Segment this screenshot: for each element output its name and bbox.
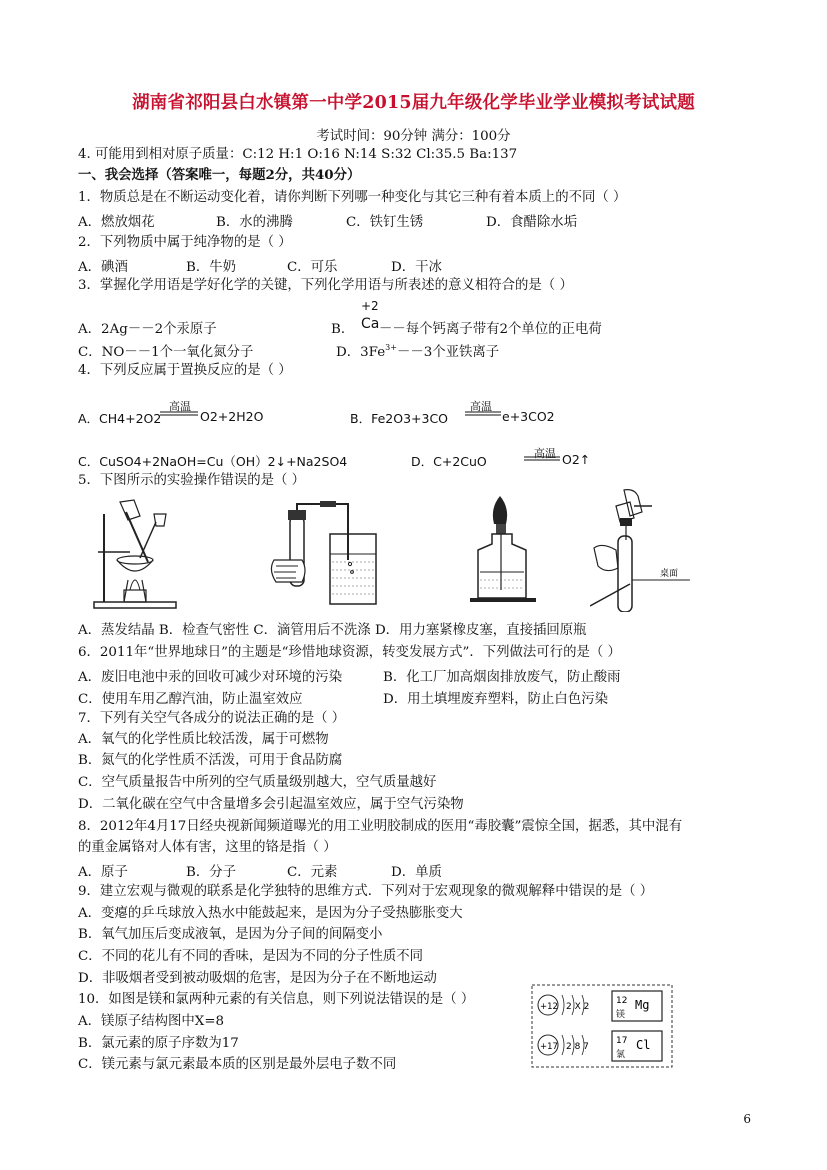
q3-stem: 3．掌握化学用语是学好化学的关键，下列化学用语与所表述的意义相符合的是（ ）	[78, 278, 573, 293]
section-heading: 一、我会选择（答案唯一，每题2分，共40分）	[78, 167, 361, 183]
q4-option-a-right: O2+2H2O	[200, 409, 264, 424]
q1-stem: 1．物质总是在不断运动变化着，请你判断下列哪一种变化与其它三种有着本质上的不同（ ）	[78, 190, 627, 205]
q3-option-d: D．$3Fe^{3+}--3$个亚铁离子	[336, 343, 500, 360]
q4-option-d-condition: 高温	[534, 447, 556, 460]
q7-option-a: A．氧气的化学性质比较活泼，属于可燃物	[78, 732, 329, 747]
q4-option-d-left: D．C+2CuO	[411, 454, 487, 469]
q3-option-b-label: B．	[331, 322, 355, 337]
q2-option-a: A．碘酒	[78, 260, 128, 275]
desk-label: 桌面	[660, 569, 679, 579]
q4-option-a-left: A．CH4+2O2	[78, 411, 162, 426]
q4-option-c: C．CuSO4+2NaOH=Cu（OH）2↓+Na2SO4	[78, 454, 348, 469]
cl-nucleus-charge: +17	[540, 1042, 558, 1052]
q9-option-d: D．非吸烟者受到被动吸烟的危害，是因为分子在不断地运动	[78, 971, 437, 986]
exam-info: 考试时间：90分钟 满分：100分	[316, 129, 511, 144]
mg-symbol: Mg	[635, 998, 650, 1012]
q3-option-a: A．2Ag－－2个汞原子	[78, 322, 217, 337]
stopper-insertion-figure	[590, 488, 700, 612]
cl-electron-shells: 2 8 7	[566, 1042, 589, 1052]
q1-option-c: C．铁钉生锈	[346, 215, 424, 230]
q6-option-c: C．使用车用乙醇汽油，防止温室效应	[78, 692, 303, 707]
q8-option-c: C．元素	[287, 865, 338, 880]
q2-option-b: B．牛奶	[186, 260, 237, 275]
q7-stem: 7．下列有关空气各成分的说法正确的是（ ）	[78, 711, 346, 726]
mg-electron-shells: 2 X 2	[566, 1002, 590, 1012]
q3-option-c: C．NO－－1个一氧化氮分子	[78, 345, 254, 360]
q3-charge: +2	[361, 299, 379, 313]
q4-d-reaction-bar	[524, 456, 564, 462]
q8-stem-line2: 的重金属铬对人体有害，这里的铬是指（ ）	[78, 840, 337, 855]
q2-option-c: C．可乐	[287, 260, 338, 275]
atomic-masses: 4. 可能用到相对原子质量：C:12 H:1 O:16 N:14 S:32 Cl:35.5 Ba:137	[78, 147, 518, 162]
page-number: 6	[743, 1112, 751, 1126]
q10-option-c: C．镁元素与氯元素最本质的区别是最外层电子数不同	[78, 1057, 397, 1072]
q8-option-b: B．分子	[186, 865, 237, 880]
q10-option-a: A．镁原子结构图中X=8	[78, 1014, 225, 1029]
q9-stem: 9．建立宏观与微观的联系是化学独特的思维方式．下列对于宏观现象的微观解释中错误的是（ ）	[78, 884, 654, 899]
q8-option-a: A．原子	[78, 865, 128, 880]
q9-option-b: B．氧气加压后变成液氧，是因为分子间的间隔变小	[78, 927, 383, 942]
q4-option-d-right: O2↑	[562, 452, 591, 467]
page-title: 湖南省祁阳县白水镇第一中学2015届九年级化学毕业学业模拟考试试题	[132, 93, 695, 113]
q4-option-b-condition: 高温	[470, 400, 492, 413]
q4-a-reaction-bar	[160, 411, 200, 417]
q2-stem: 2．下列物质中属于纯净物的是（ ）	[78, 235, 292, 250]
q3-option-b-text: －－每个钙离子带有2个单位的正电荷	[379, 322, 602, 337]
q4-option-b-right: e+3CO2	[502, 409, 555, 424]
evaporation-apparatus-figure	[90, 492, 190, 612]
q8-stem-line1: 8．2012年4月17日经央视新闻频道曝光的用工业明胶制成的医用“毒胶囊”震惊全国，据悉，其中混有	[78, 819, 683, 834]
mg-atomic-number: 12	[616, 996, 628, 1006]
q1-option-d: D．食醋除水垢	[486, 215, 578, 230]
q4-option-b-left: B．Fe2O3+3CO	[350, 411, 449, 426]
q1-option-b: B．水的沸腾	[216, 215, 293, 230]
mg-nucleus-charge: +12	[540, 1002, 558, 1012]
q10-option-b: B．氯元素的原子序数为17	[78, 1036, 239, 1051]
q7-option-c: C．空气质量报告中所列的空气质量级别越大，空气质量越好	[78, 775, 437, 790]
q6-option-b: B．化工厂加高烟囱排放废气，防止酸雨	[383, 670, 621, 685]
q6-option-a: A．废旧电池中汞的回收可减少对环境的污染	[78, 670, 343, 685]
q3-ca-symbol: Ca	[361, 316, 380, 332]
q10-stem: 10．如图是镁和氯两种元素的有关信息，则下列说法错误的是（ ）	[78, 992, 475, 1007]
q9-option-a: A．变瘪的乒乓球放入热水中能鼓起来，是因为分子受热膨胀变大	[78, 906, 463, 921]
airtightness-check-figure	[268, 500, 388, 612]
element-info-figure	[530, 983, 680, 1069]
q4-option-a-condition: 高温	[169, 400, 191, 413]
q5-stem: 5．下图所示的实验操作错误的是（ ）	[78, 473, 306, 488]
q6-stem: 6．2011年“世界地球日”的主题是“珍惜地球资源，转变发展方式”．下列做法可行的是（ ）	[78, 645, 621, 660]
cl-name: 氯	[616, 1050, 626, 1060]
q8-option-d: D．单质	[391, 865, 442, 880]
q1-option-a: A．燃放烟花	[78, 215, 155, 230]
q2-option-d: D．干冰	[391, 260, 442, 275]
dropper-bottle-figure	[470, 494, 540, 610]
mg-name: 镁	[616, 1010, 626, 1020]
cl-atomic-number: 17	[616, 1036, 628, 1046]
q5-options: A．蒸发结晶 B．检查气密性 C．滴管用后不洗涤 D．用力塞紧橡皮塞，直接插回原瓶	[78, 623, 587, 638]
q4-b-reaction-bar	[465, 411, 505, 417]
q6-option-d: D．用土填埋废弃塑料，防止白色污染	[383, 692, 608, 707]
q9-option-c: C．不同的花儿有不同的香味，是因为不同的分子性质不同	[78, 949, 424, 964]
cl-symbol: Cl	[636, 1038, 651, 1052]
q7-option-d: D．二氧化碳在空气中含量增多会引起温室效应，属于空气污染物	[78, 797, 464, 812]
q7-option-b: B．氮气的化学性质不活泼，可用于食品防腐	[78, 753, 343, 768]
q4-stem: 4．下列反应属于置换反应的是（ ）	[78, 363, 292, 378]
